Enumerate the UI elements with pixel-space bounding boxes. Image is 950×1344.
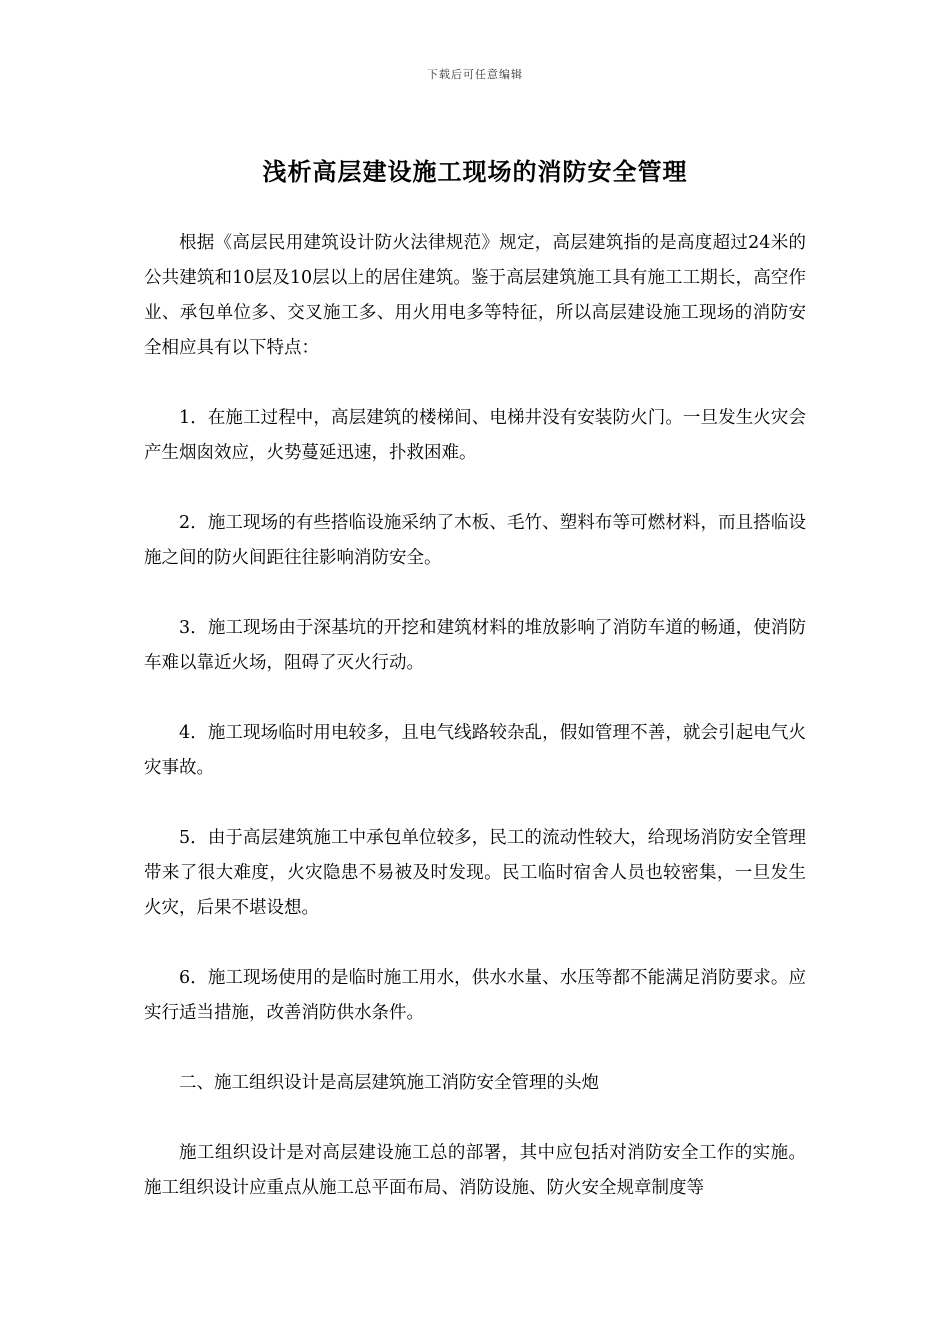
header-note: 下载后可任意编辑 bbox=[427, 68, 523, 81]
intro-paragraph: 根据《高层民用建筑设计防火法律规范》规定，高层建筑指的是高度超过24米的公共建筑和10层及10层以上的居住建筑。鉴于高层建筑施工具有施工工期长，高空作业、承包单位多、交叉施工多、用火用电多等特征，所以高层建设施工现场的消防安全相应具有以下特点： bbox=[144, 233, 806, 358]
point-4-paragraph: 4．施工现场临时用电较多，且电气线路较杂乱，假如管理不善，就会引起电气火灾事故。 bbox=[144, 723, 806, 778]
section-2-heading: 二、施工组织设计是高层建筑施工消防安全管理的头炮 bbox=[179, 1073, 599, 1093]
document-title: 浅析高层建设施工现场的消防安全管理 bbox=[262, 158, 688, 186]
point-5-paragraph: 5．由于高层建筑施工中承包单位较多，民工的流动性较大，给现场消防安全管理带来了很大难度，火灾隐患不易被及时发现。民工临时宿舍人员也较密集，一旦发生火灾，后果不堪设想。 bbox=[144, 828, 806, 918]
point-6-paragraph: 6．施工现场使用的是临时施工用水，供水水量、水压等都不能满足消防要求。应实行适当措施，改善消防供水条件。 bbox=[144, 968, 806, 1023]
point-2-paragraph: 2．施工现场的有些搭临设施采纳了木板、毛竹、塑料布等可燃材料，而且搭临设施之间的防火间距往往影响消防安全。 bbox=[144, 513, 806, 568]
point-1-paragraph: 1．在施工过程中，高层建筑的楼梯间、电梯井没有安装防火门。一旦发生火灾会产生烟囱效应，火势蔓延迅速，扑救困难。 bbox=[144, 408, 806, 463]
point-3-paragraph: 3．施工现场由于深基坑的开挖和建筑材料的堆放影响了消防车道的畅通，使消防车难以靠近火场，阻碍了灭火行动。 bbox=[144, 618, 806, 673]
section-2-paragraph: 施工组织设计是对高层建设施工总的部署，其中应包括对消防安全工作的实施。施工组织设计应重点从施工总平面布局、消防设施、防火安全规章制度等 bbox=[144, 1143, 806, 1198]
document-body bbox=[144, 226, 806, 1241]
